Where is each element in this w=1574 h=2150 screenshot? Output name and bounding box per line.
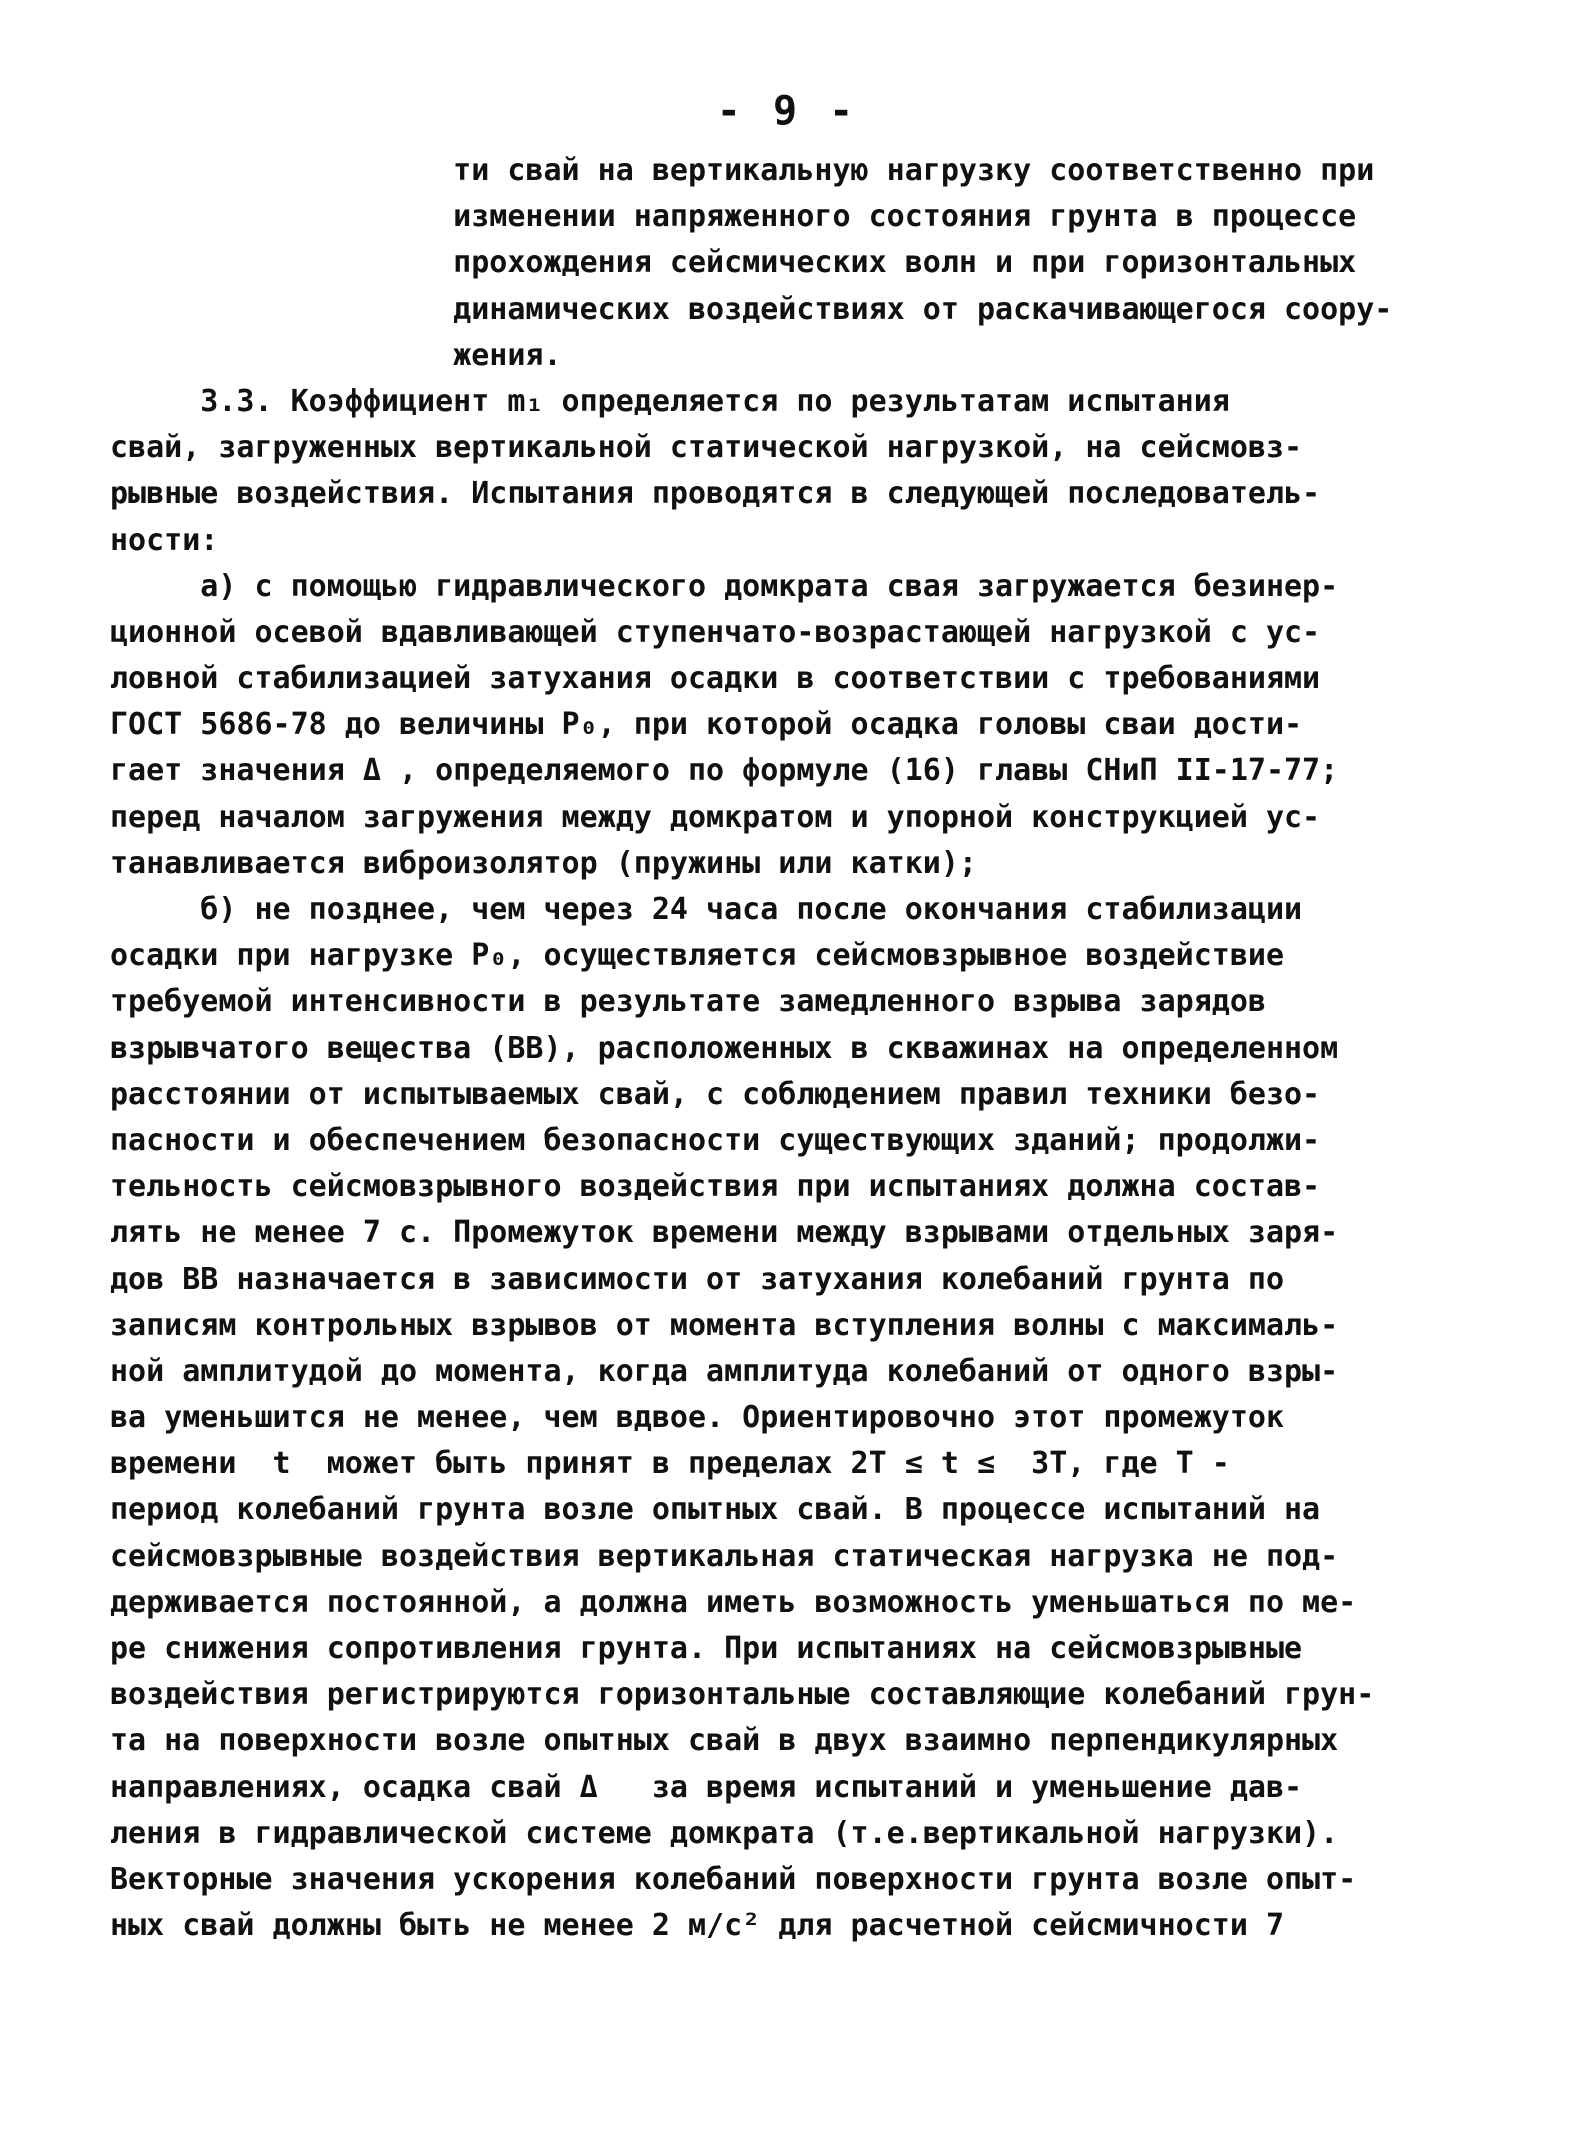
text-line: рывные воздействия. Испытания проводятся в следующей последователь- <box>110 476 1321 512</box>
text-line: прохождения сейсмических волн и при горизонтальных <box>110 245 1357 281</box>
text-line: свай, загруженных вертикальной статической нагрузкой, на сейсмовз- <box>110 430 1303 466</box>
text-line: требуемой интенсивности в результате замедленного взрыва зарядов <box>110 984 1266 1020</box>
text-line: тельность сейсмовзрывного воздействия при испытаниях должна состав- <box>110 1169 1321 1205</box>
text-line: ления в гидравлической системе домкрата (т.е.вертикальной нагрузки). <box>110 1815 1339 1851</box>
text-line: изменении напряженного состояния грунта в процессе <box>110 199 1357 235</box>
text-line: держивается постоянной, а должна иметь возможность уменьшаться по ме- <box>110 1584 1357 1620</box>
text-line: ной амплитудой до момента, когда амплитуда колебаний от одного взры- <box>110 1353 1339 1389</box>
text-line: ловной стабилизацией затухания осадки в соответствии с требованиями <box>110 661 1321 697</box>
text-line: расстоянии от испытываемых свай, с соблюдением правил техники безо- <box>110 1076 1321 1112</box>
text-line: сейсмовзрывные воздействия вертикальная статическая нагрузка не под- <box>110 1538 1339 1574</box>
text-line: б) не позднее, чем через 24 часа после окончания стабилизации <box>110 892 1303 927</box>
text-line: 3.3. Коэффициент m₁ определяется по результатам испытания <box>110 383 1230 419</box>
text-line: ва уменьшится не менее, чем вдвое. Ориентировочно этот промежуток <box>110 1400 1284 1436</box>
text-line: перед началом загружения между домкратом и упорной конструкцией ус- <box>110 799 1321 835</box>
text-line: ционной осевой вдавливающей ступенчато-возрастающей нагрузкой с ус- <box>110 614 1321 650</box>
text-line: период колебаний грунта возле опытных свай. В процессе испытаний на <box>110 1492 1321 1528</box>
text-line: пасности и обеспечением безопасности существующих зданий; продолжи- <box>110 1122 1321 1158</box>
text-line: ГОСТ 5686-78 до величины P₀, при которой осадка головы сваи дости- <box>110 707 1303 743</box>
text-line: записям контрольных взрывов от момента вступления волны с максималь- <box>110 1307 1339 1343</box>
text-line: взрывчатого вещества (ВВ), расположенных в скважинах на определенном <box>110 1030 1339 1066</box>
body-text <box>110 148 1490 1949</box>
text-line: дов ВВ назначается в зависимости от затухания колебаний грунта по <box>110 1261 1284 1297</box>
text-line: направлениях, осадка свай Δ за время испытаний и уменьшение дав- <box>110 1769 1303 1805</box>
text-line: времени t может быть принят в пределах 2T ≤ t ≤ 3T, где T - <box>110 1446 1230 1482</box>
text-line: воздействия регистрируются горизонтальные составляющие колебаний грун- <box>110 1677 1375 1713</box>
page-number: - 9 - <box>716 88 858 134</box>
text-line: танавливается виброизолятор (пружины или катки); <box>110 845 977 881</box>
text-line: жения. <box>110 337 562 373</box>
text-line: ных свай должны быть не менее 2 м/с² для расчетной сейсмичности 7 <box>110 1908 1284 1944</box>
text-line: ре снижения сопротивления грунта. При испытаниях на сейсмовзрывные <box>110 1631 1303 1666</box>
text-line: динамических воздействиях от раскачивающегося соору- <box>110 291 1393 327</box>
text-line: осадки при нагрузке P₀, осуществляется сейсмовзрывное воздействие <box>110 938 1284 974</box>
text-line: ти свай на вертикальную нагрузку соответственно при <box>110 153 1375 188</box>
text-line: гает значения Δ , определяемого по формуле (16) главы СНиП II-17-77; <box>110 753 1339 789</box>
text-line: Векторные значения ускорения колебаний поверхности грунта возле опыт- <box>110 1861 1357 1897</box>
text-line: ности: <box>110 522 219 558</box>
text-line: лять не менее 7 с. Промежуток времени между взрывами отдельных заря- <box>110 1215 1339 1251</box>
text-line: а) с помощью гидравлического домкрата свая загружается безинер- <box>110 568 1339 604</box>
text-line: та на поверхности возле опытных свай в двух взаимно перпендикулярных <box>110 1723 1339 1759</box>
